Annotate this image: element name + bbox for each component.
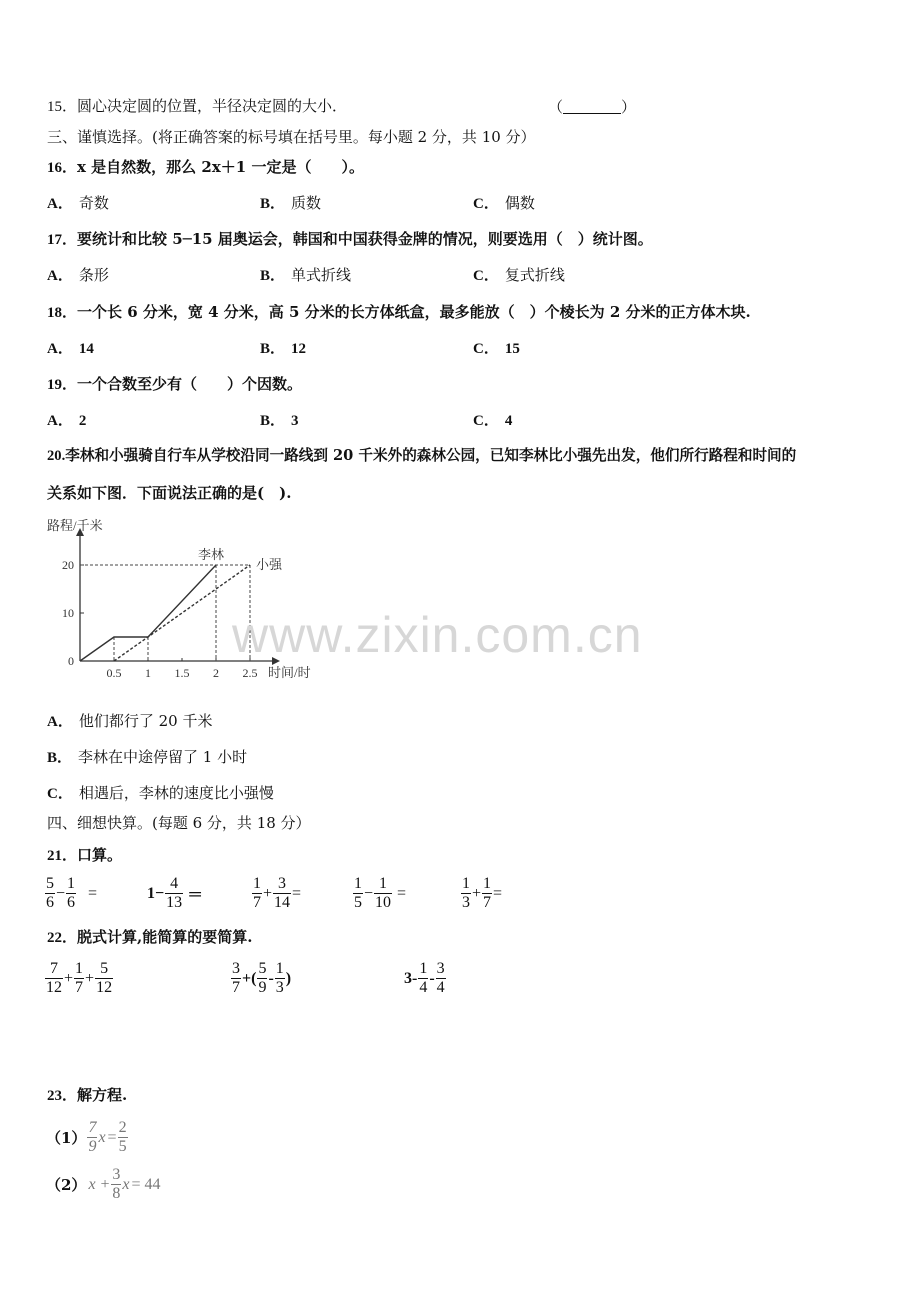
q17-number: 17． bbox=[47, 232, 78, 248]
q18-option-c[interactable] bbox=[473, 338, 520, 359]
q20-line1 bbox=[47, 446, 796, 466]
fraction: $\frac{5}{12}$ bbox=[96, 960, 113, 996]
option-text: 奇数 bbox=[78, 194, 109, 212]
section4-title: 四、细想快算。(每题 6 分，共 18 分） bbox=[47, 814, 311, 832]
q21-number: 21． bbox=[47, 848, 78, 864]
q22-expr-2: $\frac{3}{7}$ +( $\frac{5}{9}$ - $\frac{1}{3}$ ) bbox=[232, 960, 292, 996]
option-text: 4 bbox=[504, 413, 513, 429]
option-text: 单式折线 bbox=[291, 266, 352, 284]
q15-underline bbox=[563, 99, 621, 114]
option-text: 12 bbox=[291, 341, 307, 357]
q17-option-a[interactable] bbox=[47, 265, 109, 286]
fraction: $\frac{1}{7}$ bbox=[483, 875, 492, 911]
fraction: $\frac{5}{6}$ bbox=[46, 875, 54, 911]
q20-option-c[interactable] bbox=[47, 783, 274, 804]
option-label: A． bbox=[47, 341, 73, 357]
x-axis-arrow bbox=[272, 657, 280, 665]
series-label: 小强 bbox=[256, 557, 283, 572]
q16-option-a[interactable] bbox=[47, 193, 109, 214]
option-label: B． bbox=[260, 413, 286, 429]
q23-equation-2: （2） x + $\frac{3}{8}$ x = 44 bbox=[46, 1166, 161, 1202]
x-tick-label: 1.5 bbox=[174, 666, 190, 680]
fraction: $\frac{3}{14}$ bbox=[274, 875, 291, 911]
q19-option-a[interactable] bbox=[47, 410, 86, 431]
fraction: $\frac{1}{6}$ bbox=[67, 875, 76, 911]
option-label: C． bbox=[473, 413, 499, 429]
x-tick-label: 2.5 bbox=[242, 666, 258, 680]
fraction: $\frac{3}{8}$ bbox=[112, 1166, 121, 1202]
option-text: 2 bbox=[78, 413, 87, 429]
option-label: C． bbox=[473, 341, 499, 357]
option-label: C． bbox=[47, 786, 73, 802]
q21 bbox=[47, 845, 122, 866]
fraction: $\frac{3}{7}$ bbox=[232, 960, 240, 996]
q15-text: 圆心决定圆的位置，半径决定圆的大小． bbox=[77, 97, 348, 115]
q20-option-a[interactable] bbox=[47, 711, 212, 732]
x-tick-label: 1 bbox=[145, 666, 151, 680]
q17 bbox=[47, 229, 653, 250]
section3-title: 三、谨慎选择。(将正确答案的标号填在括号里。每小题 2 分，共 10 分） bbox=[47, 128, 536, 146]
q22-number: 22． bbox=[47, 930, 78, 946]
q15-paren-close: ） bbox=[621, 98, 637, 116]
q21-expr-4: $\frac{1}{5}$ − $\frac{1}{10}$ = bbox=[354, 875, 407, 911]
fraction: $\frac{1}{3}$ bbox=[462, 875, 470, 911]
q19-option-b[interactable] bbox=[260, 410, 299, 431]
option-label: A． bbox=[47, 196, 73, 212]
fraction: $\frac{7}{9}$ bbox=[88, 1119, 97, 1155]
q19 bbox=[47, 374, 302, 395]
q17-option-b[interactable] bbox=[260, 265, 351, 286]
fraction: $\frac{4}{13}$ bbox=[166, 875, 183, 911]
q21-expr-2: 1− $\frac{4}{13}$ ＝ bbox=[147, 875, 204, 911]
q17-option-c[interactable] bbox=[473, 265, 565, 286]
q22 bbox=[47, 927, 252, 948]
option-label: A． bbox=[47, 714, 73, 730]
q22-expr-3: 3- $\frac{1}{4}$ - $\frac{3}{4}$ bbox=[404, 960, 445, 996]
q18 bbox=[47, 302, 751, 323]
q16-option-c[interactable] bbox=[473, 193, 535, 214]
option-text: 偶数 bbox=[504, 194, 535, 212]
x-axis-label: 时间/时 bbox=[268, 665, 311, 680]
q20-option-b[interactable] bbox=[47, 747, 247, 768]
x-tick-label: 0.5 bbox=[106, 666, 122, 680]
option-label: A． bbox=[47, 268, 73, 284]
fraction: $\frac{1}{7}$ bbox=[75, 960, 84, 996]
y-axis-label: 路程/千米 bbox=[47, 518, 103, 533]
y-tick-label: 0 bbox=[68, 654, 74, 668]
option-text: 条形 bbox=[78, 266, 109, 284]
series-line-lilin bbox=[80, 565, 216, 661]
option-text: 李林在中途停留了 1 小时 bbox=[78, 748, 248, 766]
q21-expr-3: $\frac{1}{7}$ + $\frac{3}{14}$ = bbox=[253, 875, 302, 911]
q15-number: 15． bbox=[47, 99, 78, 115]
fraction: $\frac{1}{10}$ bbox=[375, 875, 392, 911]
fraction: $\frac{1}{5}$ bbox=[354, 875, 362, 911]
option-label: B． bbox=[260, 268, 286, 284]
y-tick-label: 10 bbox=[62, 606, 74, 620]
distance-time-chart bbox=[30, 518, 330, 688]
q20-text-line1: 李林和小强骑自行车从学校沿同一路线到 20 千米外的森林公园，已知李林比小强先出发，他们所行路程和时间的 bbox=[65, 447, 797, 464]
option-label: B． bbox=[260, 341, 286, 357]
q15-answer-blank[interactable] bbox=[548, 96, 636, 117]
fraction: $\frac{7}{12}$ bbox=[46, 960, 62, 996]
y-tick-label: 20 bbox=[62, 558, 74, 572]
q18-option-b[interactable] bbox=[260, 338, 306, 359]
q19-option-c[interactable] bbox=[473, 410, 512, 431]
q16 bbox=[47, 157, 364, 178]
fraction: $\frac{1}{7}$ bbox=[253, 875, 261, 911]
fraction: $\frac{1}{4}$ bbox=[419, 960, 428, 996]
q15 bbox=[47, 96, 347, 117]
option-label: C． bbox=[473, 268, 499, 284]
q17-text: 要统计和比较 5─15 届奥运会，韩国和中国获得金牌的情况，则要选用（ ）统计图。 bbox=[77, 230, 653, 248]
q20-line2: 关系如下图．下面说法正确的是( ). bbox=[47, 484, 292, 502]
option-text: 质数 bbox=[291, 194, 322, 212]
q23-number: 23． bbox=[47, 1088, 78, 1104]
option-label: A． bbox=[47, 413, 73, 429]
q18-option-a[interactable] bbox=[47, 338, 94, 359]
option-text: 他们都行了 20 千米 bbox=[78, 712, 213, 730]
q18-text: 一个长 6 分米，宽 4 分米，高 5 分米的长方体纸盒，最多能放（ ）个棱长为 2 分米的正方体木块. bbox=[77, 303, 751, 321]
fraction: $\frac{5}{9}$ bbox=[258, 960, 267, 996]
q22-text: 脱式计算,能简算的要简算. bbox=[77, 928, 253, 946]
q15-paren-open: （ bbox=[548, 98, 564, 116]
q16-option-b[interactable] bbox=[260, 193, 321, 214]
q19-number: 19． bbox=[47, 377, 78, 393]
q23 bbox=[47, 1085, 127, 1106]
x-tick-label: 2 bbox=[213, 666, 219, 680]
series-label: 李林 bbox=[198, 547, 225, 562]
option-text: 复式折线 bbox=[504, 266, 565, 284]
option-label: C． bbox=[473, 196, 499, 212]
q20-number: 20. bbox=[47, 448, 66, 464]
series-line-xiaoqiang bbox=[114, 565, 250, 661]
q16-number: 16． bbox=[47, 160, 78, 176]
q23-text: 解方程. bbox=[77, 1086, 128, 1104]
q16-text: x 是自然数，那么 2x＋1 一定是（ ）。 bbox=[77, 158, 364, 176]
fraction: $\frac{2}{5}$ bbox=[118, 1119, 127, 1155]
option-text: 3 bbox=[291, 413, 299, 429]
q21-expr-1: $\frac{5}{6}$ − $\frac{1}{6}$ = bbox=[46, 875, 98, 911]
q21-expr-5: $\frac{1}{3}$ + $\frac{1}{7}$ = bbox=[462, 875, 503, 911]
fraction: $\frac{3}{4}$ bbox=[436, 960, 445, 996]
watermark: www.zixin.com.cn bbox=[232, 607, 643, 663]
option-text: 15 bbox=[504, 341, 520, 357]
option-text: 相遇后，李林的速度比小强慢 bbox=[78, 784, 274, 802]
option-label: B． bbox=[47, 750, 73, 766]
q18-number: 18． bbox=[47, 305, 78, 321]
q22-expr-1: $\frac{7}{12}$ + $\frac{1}{7}$ + $\frac{5}{12}$ bbox=[46, 960, 113, 996]
q23-equation-1: （1） $\frac{7}{9}$ x = $\frac{2}{5}$ bbox=[46, 1119, 127, 1155]
q19-text: 一个合数至少有（ ）个因数。 bbox=[77, 375, 303, 393]
option-text: 14 bbox=[78, 341, 94, 357]
q21-text: 口算。 bbox=[77, 846, 123, 864]
fraction: $\frac{1}{3}$ bbox=[275, 960, 284, 996]
option-label: B． bbox=[260, 196, 286, 212]
